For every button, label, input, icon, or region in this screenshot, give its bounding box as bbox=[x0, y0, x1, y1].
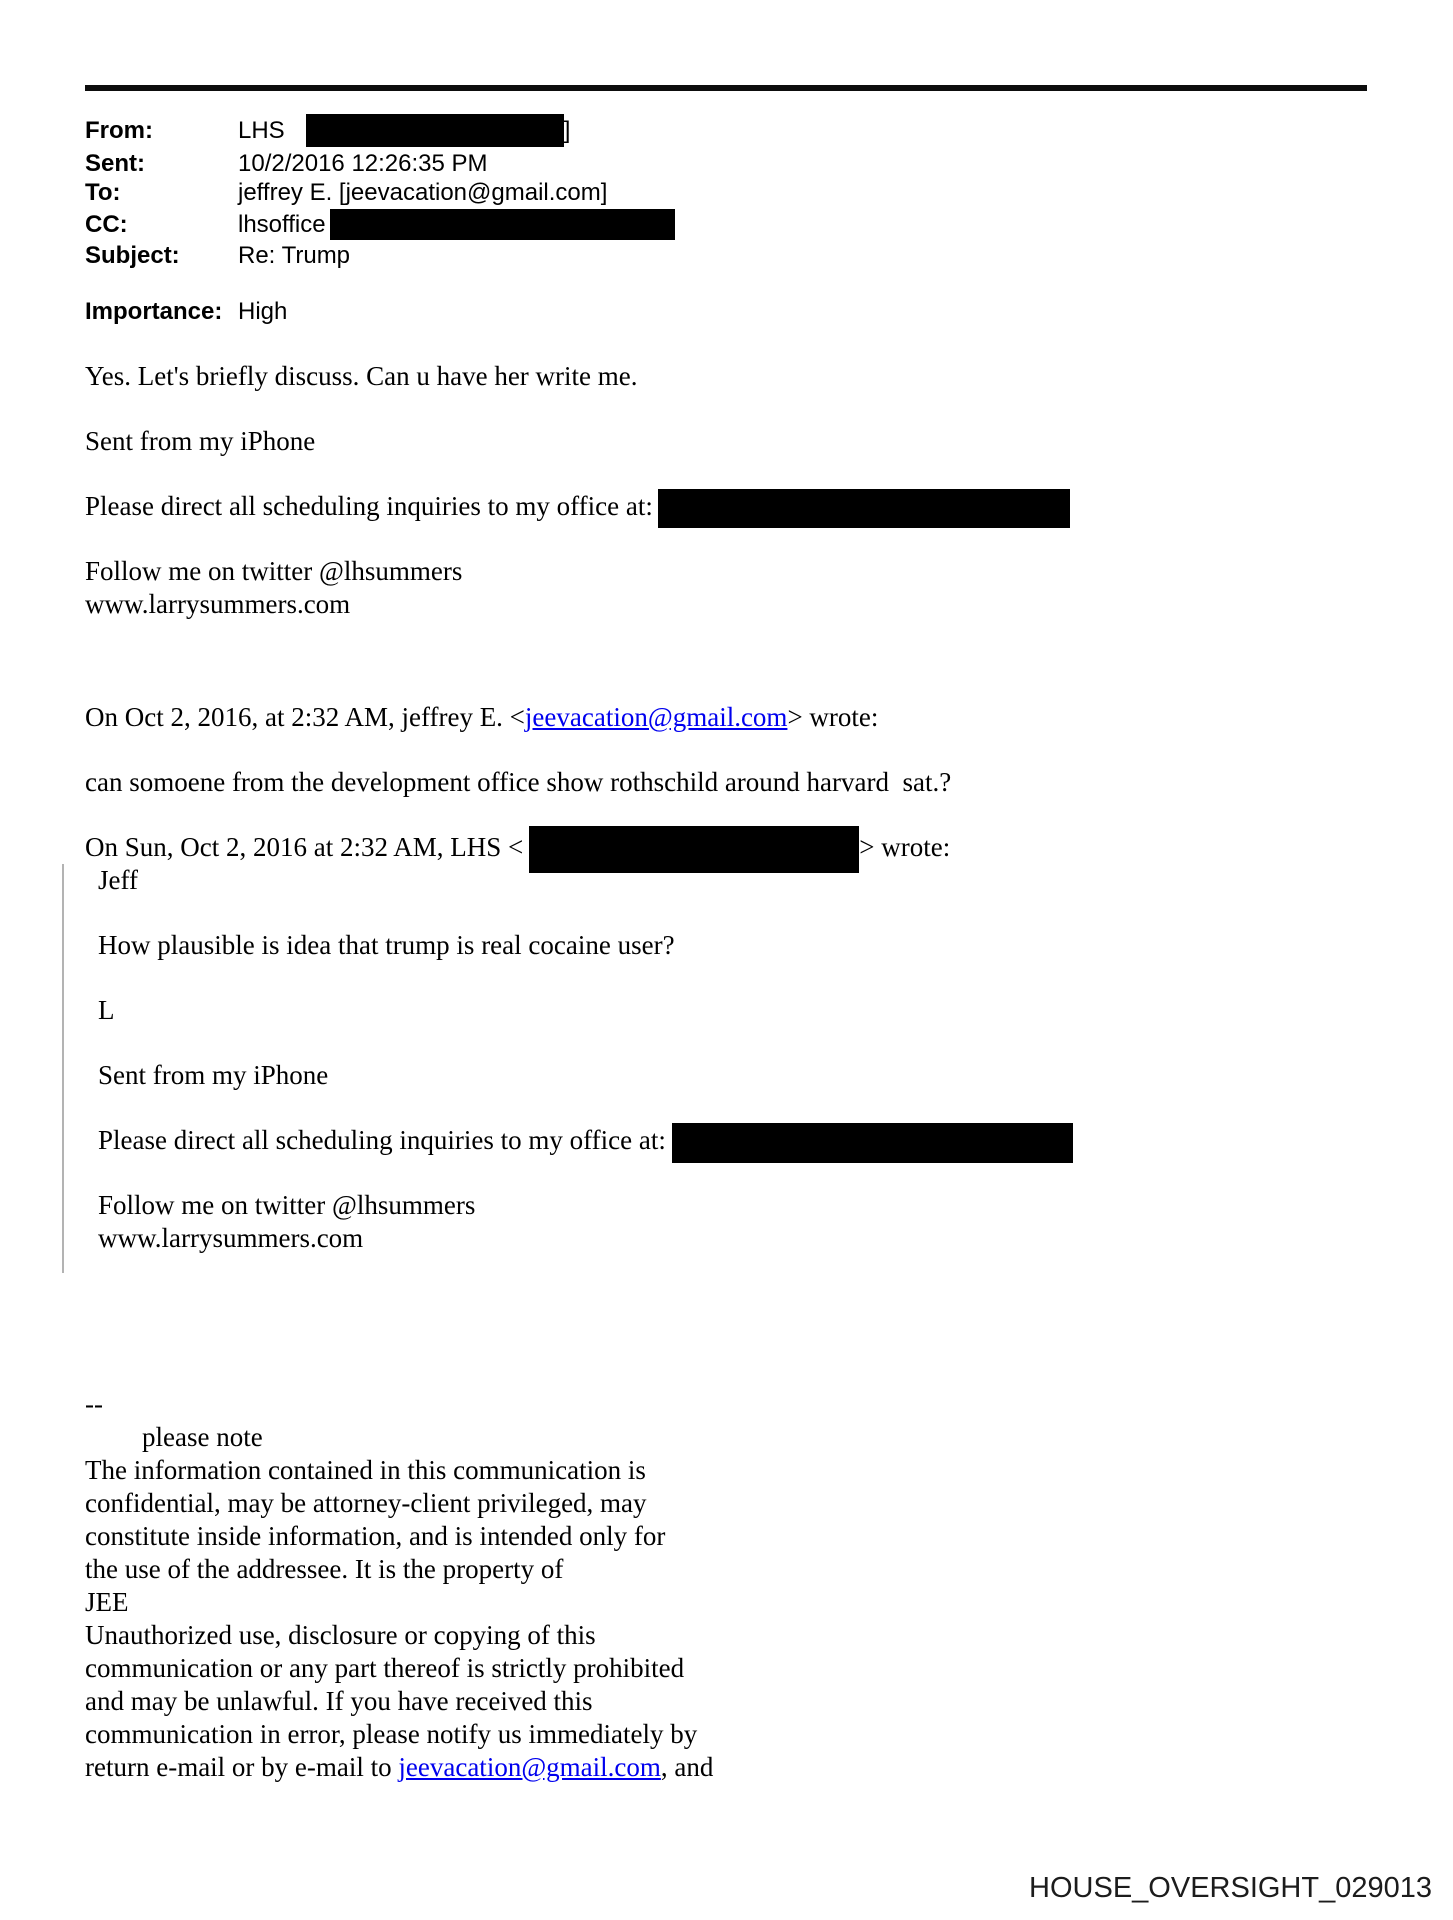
quote1-intro bbox=[85, 701, 1383, 734]
signature-lines bbox=[85, 555, 1383, 621]
disclaimer-last-line-prefix: return e-mail or by e-mail to bbox=[85, 1752, 399, 1782]
quote2-intro-suffix: > wrote: bbox=[859, 832, 951, 862]
quote2-scheduling-text: Please direct all scheduling inquiries to my office at: bbox=[98, 1125, 666, 1155]
from-value-prefix: LHS bbox=[238, 116, 285, 144]
website-line: www.larrysummers.com bbox=[85, 589, 351, 619]
sent-from-iphone-line: Sent from my iPhone bbox=[85, 426, 316, 456]
header-row-subject bbox=[85, 241, 1368, 270]
reply-text: Yes. Let's briefly discuss. Can u have her write me. bbox=[85, 361, 638, 391]
redaction-bar-scheduling-1 bbox=[658, 489, 1070, 528]
to-label: To: bbox=[85, 179, 121, 206]
subject-label: Subject: bbox=[85, 242, 180, 269]
redaction-bar-lhs-email bbox=[529, 826, 859, 873]
cc-label: CC: bbox=[85, 210, 128, 238]
quote2-sent-from-iphone-line: Sent from my iPhone bbox=[98, 1060, 329, 1090]
to-value: jeffrey E. [jeevacation@gmail.com] bbox=[238, 179, 608, 206]
disclaimer-line: communication in error, please notify us immediately by bbox=[85, 1719, 698, 1749]
quote2-twitter-line: Follow me on twitter @lhsummers bbox=[98, 1190, 476, 1220]
quote1-body: can somoene from the development office show rothschild around harvard sat.? bbox=[85, 767, 952, 797]
scheduling-line bbox=[85, 490, 1383, 523]
disclaimer-line: confidential, may be attorney-client privileged, may bbox=[85, 1488, 647, 1518]
disclaimer-last-line-suffix: , and bbox=[660, 1752, 714, 1782]
redaction-bar-cc bbox=[330, 209, 675, 240]
quote1-intro-suffix: > wrote: bbox=[787, 702, 879, 732]
disclaimer-note: please note bbox=[142, 1422, 263, 1452]
quote2-greeting: Jeff bbox=[98, 865, 138, 895]
importance-value: High bbox=[238, 298, 288, 325]
quote2-scheduling-line bbox=[98, 1124, 1383, 1157]
header-row-to bbox=[85, 178, 1368, 207]
header-row-cc bbox=[85, 207, 1368, 241]
quote2-signoff: L bbox=[98, 995, 115, 1025]
quote2-question: How plausible is idea that trump is real cocaine user? bbox=[98, 930, 675, 960]
from-label: From: bbox=[85, 116, 153, 144]
disclaimer-line: Unauthorized use, disclosure or copying of this bbox=[85, 1620, 596, 1650]
quote1-intro-prefix: On Oct 2, 2016, at 2:32 AM, jeffrey E. < bbox=[85, 702, 525, 732]
sent-label: Sent: bbox=[85, 150, 145, 177]
importance-label: Importance: bbox=[85, 298, 223, 325]
quote2-signature-lines bbox=[98, 1189, 1383, 1255]
disclaimer-line: The information contained in this communication is bbox=[85, 1455, 646, 1485]
redaction-bar-from bbox=[306, 114, 564, 147]
redaction-bar-scheduling-2 bbox=[672, 1123, 1073, 1163]
disclaimer-line: JEE bbox=[85, 1587, 129, 1617]
email-body bbox=[85, 360, 1383, 1784]
disclaimer-line: the use of the addressee. It is the property of bbox=[85, 1554, 564, 1584]
from-value bbox=[238, 114, 570, 147]
quote2-website-line: www.larrysummers.com bbox=[98, 1223, 364, 1253]
disclaimer-email-link[interactable]: jeevacation@gmail.com bbox=[398, 1752, 661, 1782]
disclaimer-line: constitute inside information, and is intended only for bbox=[85, 1521, 666, 1551]
scheduling-text: Please direct all scheduling inquiries to my office at: bbox=[85, 491, 653, 521]
sent-value: 10/2/2016 12:26:35 PM bbox=[238, 150, 488, 177]
cc-value-prefix: lhsoffice bbox=[238, 210, 326, 238]
bates-number: HOUSE_OVERSIGHT_029013 bbox=[1029, 1872, 1432, 1904]
twitter-line: Follow me on twitter @lhsummers bbox=[85, 556, 463, 586]
quoted-message bbox=[62, 864, 1383, 1273]
quote2-intro-prefix: On Sun, Oct 2, 2016 at 2:32 AM, LHS < bbox=[85, 832, 524, 862]
disclaimer-last-line bbox=[85, 1751, 1383, 1784]
subject-value: Re: Trump bbox=[238, 242, 351, 269]
header-divider-rule bbox=[85, 85, 1367, 91]
header-row-from bbox=[85, 111, 1368, 149]
cc-value bbox=[238, 209, 675, 240]
header-row-importance bbox=[85, 297, 1368, 326]
from-value-suffix: ] bbox=[563, 116, 571, 144]
email-header bbox=[85, 111, 1368, 326]
disclaimer-line: communication or any part thereof is strictly prohibited bbox=[85, 1653, 685, 1683]
signature-separator: -- bbox=[85, 1389, 103, 1419]
disclaimer-line: and may be unlawful. If you have received this bbox=[85, 1686, 593, 1716]
quote1-email-link[interactable]: jeevacation@gmail.com bbox=[524, 702, 788, 732]
header-row-sent bbox=[85, 149, 1368, 178]
quote2-intro bbox=[85, 831, 1383, 864]
